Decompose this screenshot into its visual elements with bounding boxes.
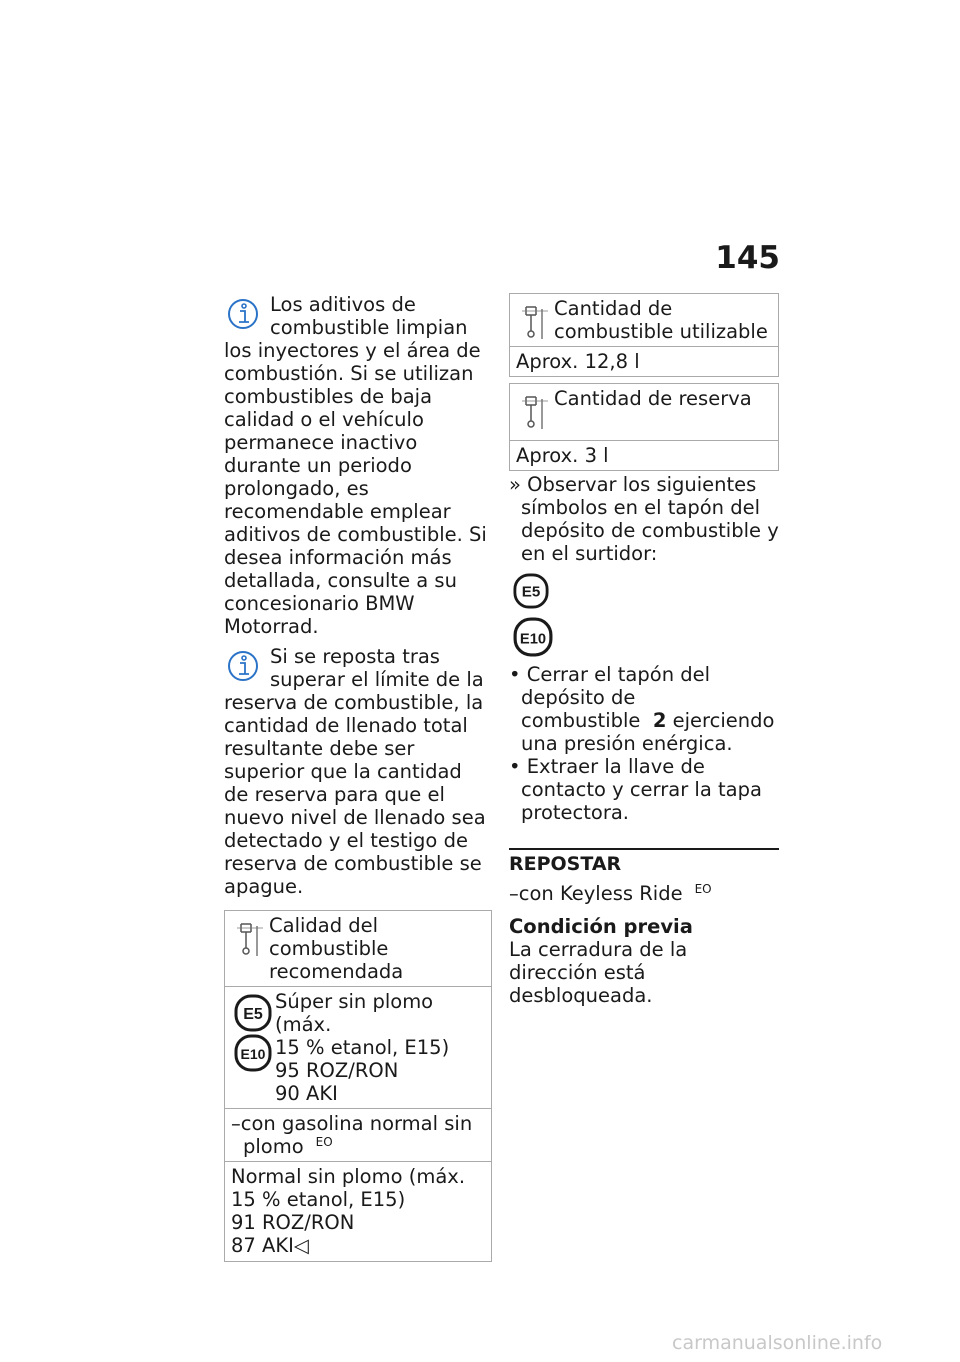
fuel-spec-line: Normal sin plomo (máx. [231,1165,466,1188]
left-column [224,293,492,1262]
fuel-spec-line: 15 % etanol, E15) [231,1188,406,1211]
capacity-label: Cantidad de combustible utilizable [554,297,768,343]
fuel-spec-line: Súper sin plomo (máx. [275,990,434,1036]
watermark: carmanualsonline.info [672,1332,883,1354]
fuel-spec-line: 15 % etanol, E15) [275,1036,450,1059]
e10-icon [513,617,553,657]
reference-number: 2 [652,709,667,732]
normal-fuel-row [225,1161,491,1261]
reserve-fuel-table [509,383,779,471]
fuel-pump-icon [516,387,554,437]
e10-icon [234,1034,272,1072]
svg-text:E10: E10 [519,631,547,648]
page-number: 145 [715,240,780,276]
fuel-spec-line: 87 AKI◁ [231,1234,309,1257]
svg-text:E10: E10 [240,1046,266,1062]
list-item: • Cerrar el tapón del depósito de combustible 2 ejerciendo una presión enérgica. [509,663,775,755]
option-row [225,1108,491,1161]
fuel-spec-line: 95 ROZ/RON [275,1059,399,1082]
fuel-quality-table [224,910,492,1262]
svg-text:E5: E5 [521,583,541,601]
capacity-label: Cantidad de reserva [554,387,752,410]
e5-icon [234,994,272,1032]
right-column [509,293,779,1007]
capacity-value: Aprox. 12,8 l [510,346,778,376]
section-divider [509,848,779,876]
e5-icon [513,573,549,609]
note-text: Los aditivos de combustible limpian los inyectores y el área de combustión. Si se utilizan combustibles de baja calidad o el vehículo permanece inactivo durante un periodo prolongado, es recomendable emplear aditivos de combustible. Si desea información más detallada, consulte a su concesionario BMW Motorrad. [224,293,487,638]
optional-equipment-mark: EO [315,1135,333,1149]
fuel-quality-header [225,911,491,986]
info-icon [224,645,266,687]
info-note-reserve [224,645,492,898]
fuel-pump-icon [231,914,269,983]
super-fuel-row [225,986,491,1108]
option-label: –con gasolina normal sin plomo [231,1112,473,1158]
info-note-additives [224,293,492,638]
capacity-value: Aprox. 3 l [510,440,778,470]
svg-text:E5: E5 [243,1006,263,1023]
precondition-text: La cerradura de la dirección está desbloqueada. [509,938,688,1007]
section-title: REPOSTAR [509,853,622,875]
fuel-pump-icon [516,297,554,343]
list-item: • Extraer la llave de contacto y cerrar la tapa protectora. [509,755,762,824]
fuel-spec-line: 91 ROZ/RON [231,1211,355,1234]
variant-label: –con Keyless Ride $^{EO}$ [509,882,712,905]
instruction-step: » Observar los siguientes símbolos en el tapón del depósito de combustible y en el surtidor: [509,473,779,565]
precondition-title: Condición previa [509,915,693,938]
note-text: Si se reposta tras superar el límite de la reserva de combustible, la cantidad de llenado total resultante debe ser superior que la cantidad de reserva para que el nuevo nivel de llenado sea detectado y el testigo de reserva de combustible se apague. [224,645,486,898]
table-header-text: Calidad del combustible recomendada [269,914,404,983]
steps-list [509,663,779,824]
usable-fuel-table [509,293,779,377]
fuel-spec-line: 90 AKI [275,1082,338,1105]
info-icon [224,293,266,335]
optional-equipment-mark: EO [694,882,712,896]
